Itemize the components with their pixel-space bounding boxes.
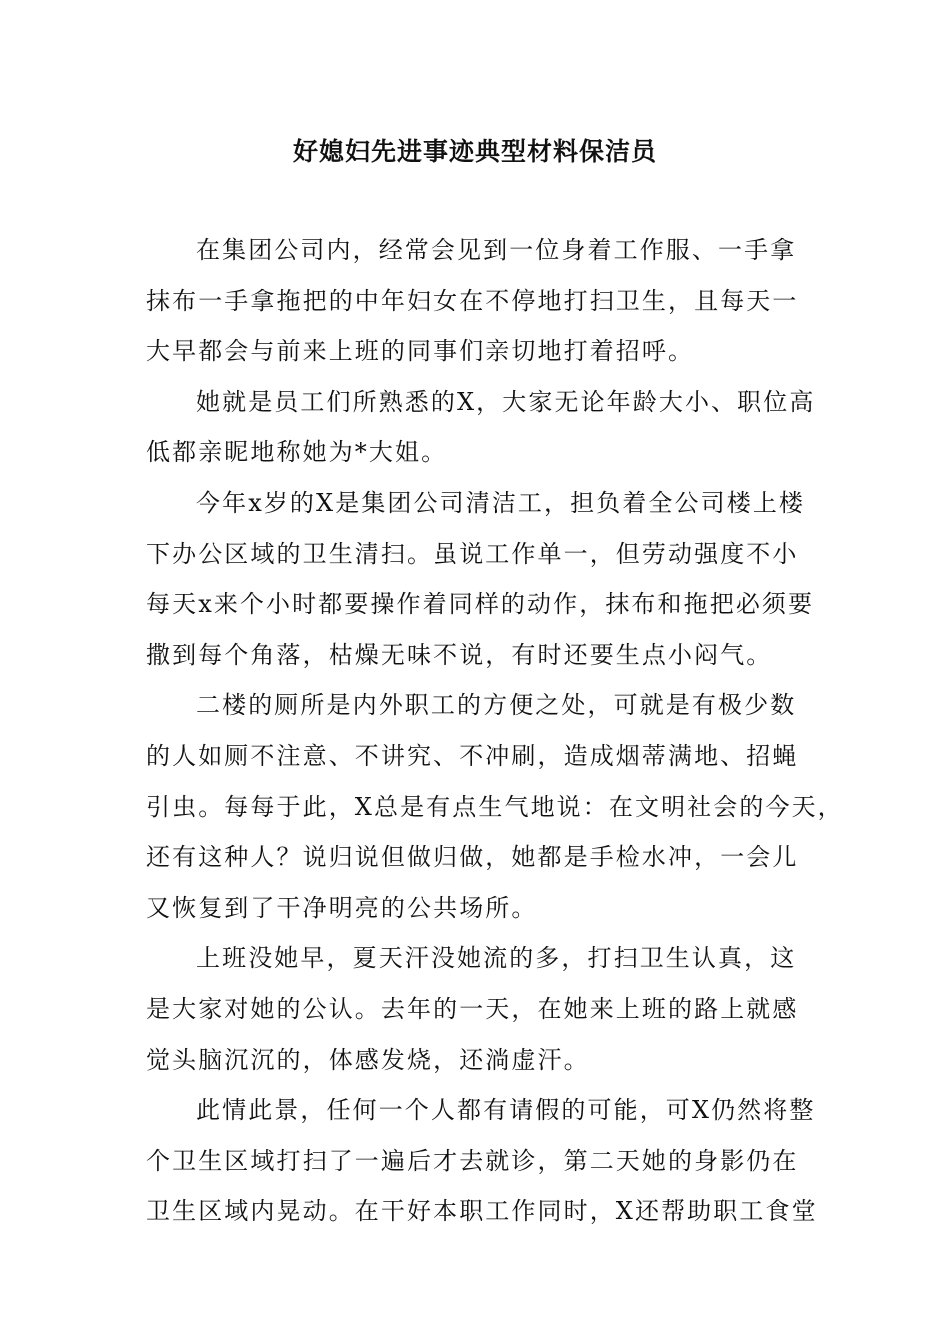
text-line: 卫生区域内晃动。在干好本职工作同时，X还帮助职工食堂 <box>146 1197 818 1226</box>
paragraph-5 <box>146 933 806 1085</box>
text-line: 她就是员工们所熟悉的X，大家无论年龄大小、职位高 <box>196 387 816 416</box>
text-line: 二楼的厕所是内外职工的方便之处，可就是有极少数 <box>196 691 797 720</box>
text-line: 下办公区域的卫生清扫。虽说工作单一，但劳动强度不小 <box>146 539 799 568</box>
document-title: 好媳妇先进事迹典型材料保洁员 <box>292 137 657 166</box>
text-line: 又恢复到了干净明亮的公共场所。 <box>146 893 538 922</box>
text-line: 引虫。每每于此，X总是有点生气地说：在文明社会的今天， <box>146 792 844 821</box>
text-line: 今年x岁的X是集团公司清洁工，担负着全公司楼上楼 <box>196 488 806 517</box>
text-line: 低都亲昵地称她为*大姐。 <box>146 438 448 467</box>
text-line: 觉头脑沉沉的，体感发烧，还淌虚汗。 <box>146 1045 590 1074</box>
text-line: 是大家对她的公认。去年的一天，在她来上班的路上就感 <box>146 994 799 1023</box>
text-line: 此情此景，任何一个人都有请假的可能，可X仍然将整 <box>196 1096 816 1125</box>
text-line: 抹布一手拿拖把的中年妇女在不停地打扫卫生，且每天一 <box>146 286 799 315</box>
text-line: 上班没她早，夏天汗没她流的多，打扫卫生认真，这 <box>196 944 797 973</box>
text-line: 在集团公司内，经常会见到一位身着工作服、一手拿 <box>196 236 797 264</box>
paragraph-4 <box>146 680 844 933</box>
document-body <box>146 225 844 1237</box>
paragraph-2 <box>146 377 816 478</box>
paragraph-6 <box>146 1085 818 1237</box>
text-line: 撒到每个角落，枯燥无味不说，有时还要生点小闷气。 <box>146 640 773 669</box>
text-line: 还有这种人？说归说但做归做，她都是手检水冲，一会儿 <box>146 843 799 872</box>
text-line: 大早都会与前来上班的同事们亲切地打着招呼。 <box>146 337 695 366</box>
paragraph-1 <box>146 225 806 377</box>
text-line: 每天x来个小时都要操作着同样的动作，抹布和拖把必须要 <box>146 590 815 619</box>
paragraph-3 <box>146 478 815 680</box>
text-line: 的人如厕不注意、不讲究、不冲刷，造成烟蒂满地、招蝇 <box>146 741 799 770</box>
text-line: 个卫生区域打扫了一遍后才去就诊，第二天她的身影仍在 <box>146 1146 799 1175</box>
